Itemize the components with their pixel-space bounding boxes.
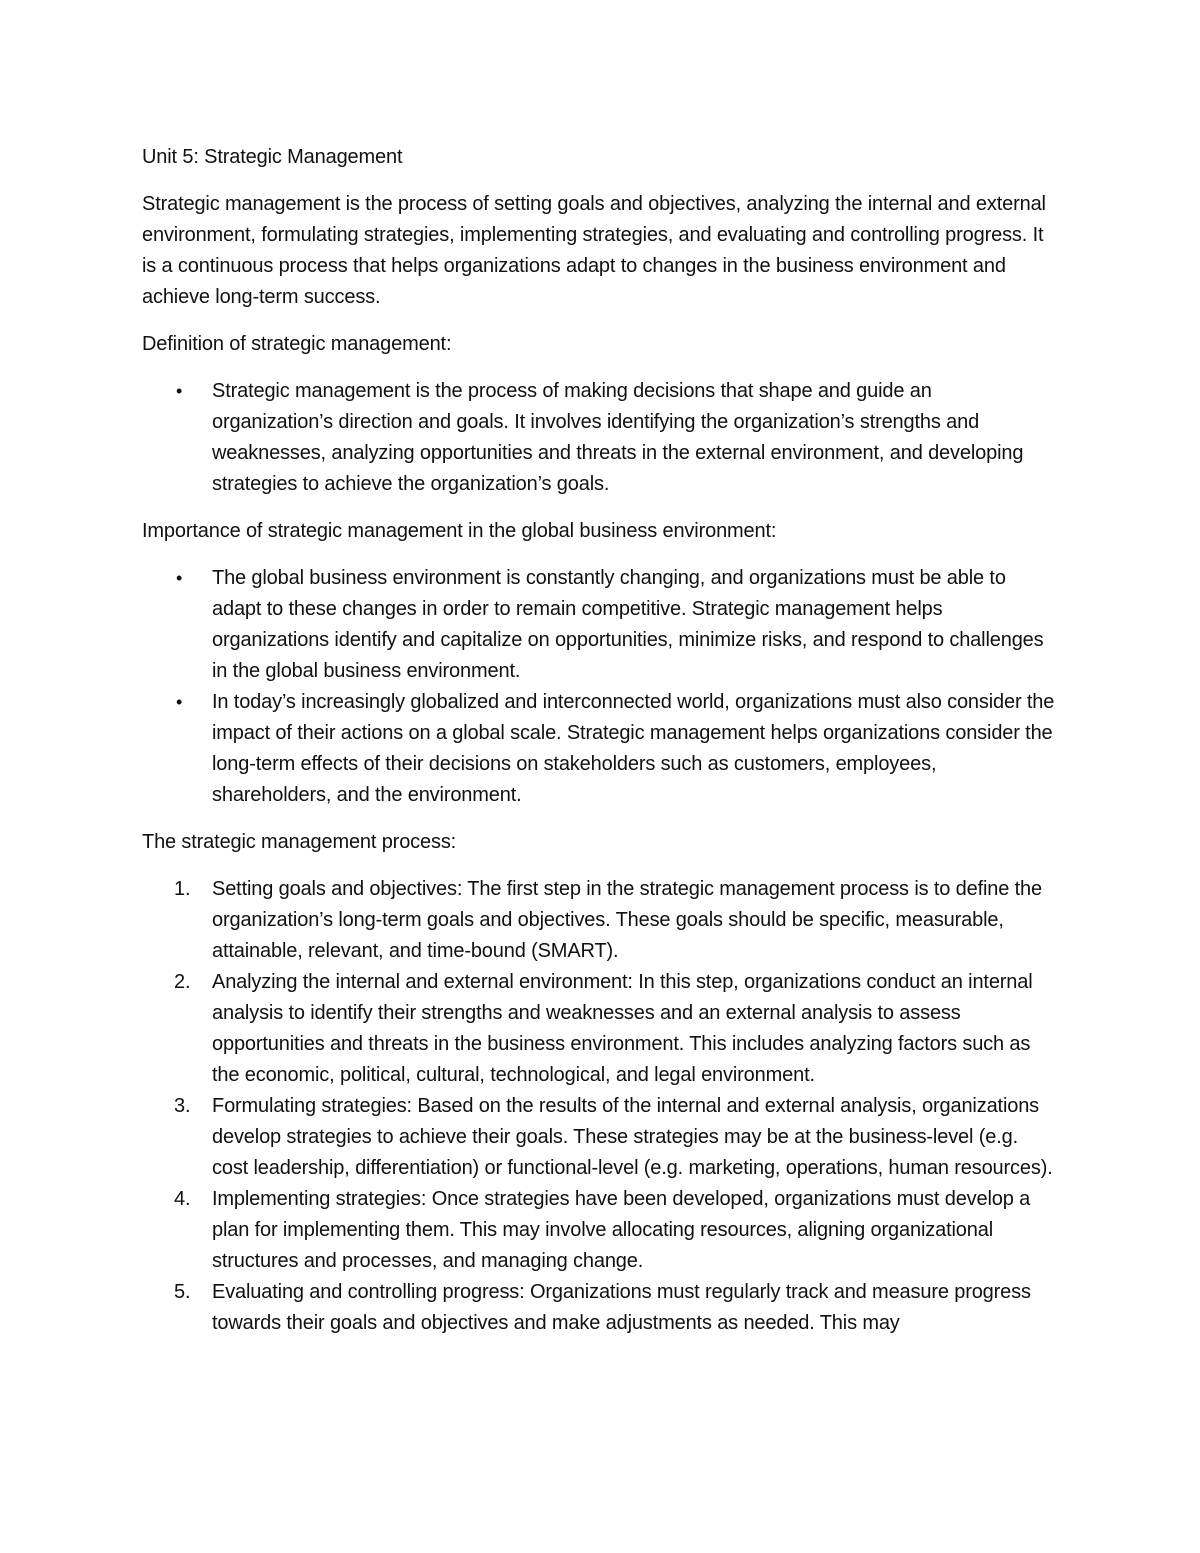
list-item (142, 563, 1057, 687)
page-title: Unit 5: Strategic Management (142, 146, 403, 168)
process-heading: The strategic management process: (142, 831, 457, 853)
list-item-text: Implementing strategies: Once strategies have been developed, organizations must develop a plan for implementing them. This may involve allocating resources, aligning organizational structures and processes, and managing change. (212, 1188, 1031, 1272)
list-item-text: The global business environment is constantly changing, and organizations must be able to adapt to these changes in order to remain competitive. Strategic management helps organizations identify and capitalize on opportunities, minimize risks, and respond to challenges in the global business environment. (212, 567, 1044, 682)
list-item (142, 1184, 1057, 1277)
list-item-text: Formulating strategies: Based on the results of the internal and external analysis, organizations develop strategies to achieve their goals. These strategies may be at the business-level (e.g. cost leadership, differentiation) or functional-level (e.g. marketing, operations, human resources). (212, 1095, 1053, 1179)
list-item (142, 687, 1057, 811)
definition-list (142, 376, 1057, 500)
step-number: 5. (174, 1281, 191, 1303)
list-item-text: Setting goals and objectives: The first step in the strategic management process is to define the organization’s long-term goals and objectives. These goals should be specific, measurable, attainable, relevant, and time-bound (SMART). (212, 878, 1043, 962)
intro-paragraph: Strategic management is the process of setting goals and objectives, analyzing the internal and external environment, formulating strategies, implementing strategies, and evaluating and controlling progress. It is a continuous process that helps organizations adapt to changes in the business environment and achieve long-term success. (142, 193, 1046, 308)
list-item-text: Analyzing the internal and external environment: In this step, organizations conduct an internal analysis to identify their strengths and weaknesses and an external analysis to assess opportunities and threats in the business environment. This includes analyzing factors such as the economic, political, cultural, technological, and legal environment. (212, 971, 1033, 1086)
list-item-text: Strategic management is the process of making decisions that shape and guide an organization’s direction and goals. It involves identifying the organization’s strengths and weaknesses, analyzing opportunities and threats in the external environment, and developing strategies to achieve the organization’s goals. (212, 380, 1024, 495)
list-item-text: Evaluating and controlling progress: Organizations must regularly track and measure progress towards their goals and objectives and make adjustments as needed. This may (212, 1281, 1031, 1334)
list-item (142, 1091, 1057, 1184)
list-item-text: In today’s increasingly globalized and interconnected world, organizations must also consider the impact of their actions on a global scale. Strategic management helps organizations consider the long-term effects of their decisions on stakeholders such as customers, employees, shareholders, and the environment. (212, 691, 1055, 806)
bullet-icon: • (176, 692, 183, 712)
document-body (142, 142, 1057, 1355)
importance-list (142, 563, 1057, 811)
definition-heading: Definition of strategic management: (142, 333, 452, 355)
bullet-icon: • (176, 568, 183, 588)
list-item (142, 1277, 1057, 1339)
bullet-icon: • (176, 381, 183, 401)
process-steps-list (142, 874, 1057, 1339)
list-item (142, 967, 1057, 1091)
importance-heading: Importance of strategic management in the global business environment: (142, 520, 777, 542)
step-number: 1. (174, 878, 191, 900)
step-number: 4. (174, 1188, 191, 1210)
step-number: 3. (174, 1095, 191, 1117)
list-item (142, 376, 1057, 500)
step-number: 2. (174, 971, 191, 993)
list-item (142, 874, 1057, 967)
